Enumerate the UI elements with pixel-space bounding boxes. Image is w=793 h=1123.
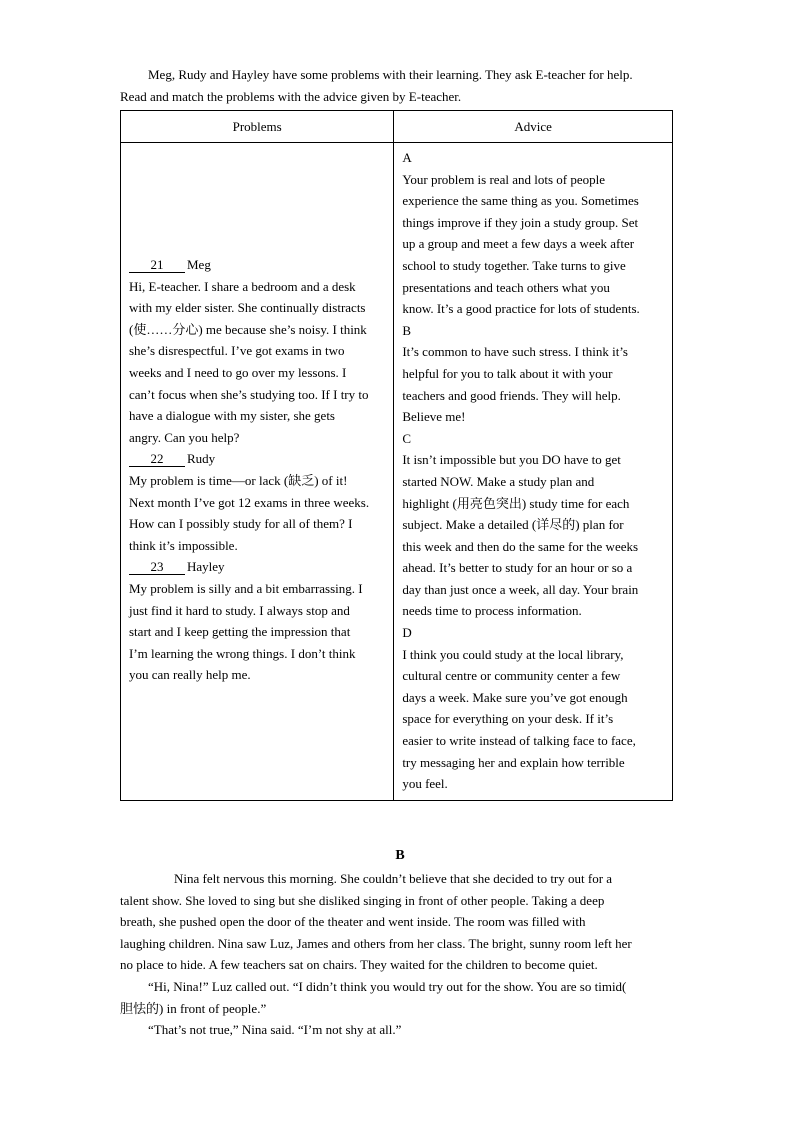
advice-text-line: this week and then do the same for the weeks <box>402 538 639 554</box>
passage-line: laughing children. Nina saw Luz, James and others from her class. The bright, sunny room left her <box>120 935 632 951</box>
problem-text-line: How can I possibly study for all of them? I <box>129 516 353 532</box>
advice-text-line: cultural centre or community center a few <box>402 668 621 684</box>
advice-letter: D <box>402 625 412 641</box>
section-b <box>120 846 680 1041</box>
advice-text-line: ahead. It’s better to study for an hour or so a <box>402 560 633 576</box>
advice-text-line: school to study together. Take turns to give <box>402 257 626 273</box>
advice-text-line: It isn’t impossible but you DO have to get <box>402 452 621 468</box>
problem-text-line: just find it hard to study. I always stop and <box>129 602 350 618</box>
advice-letter: B <box>402 322 411 338</box>
advice-text-line: you feel. <box>402 776 448 792</box>
advice-text-line: day than just once a week, all day. Your brain <box>402 581 639 597</box>
problem-heading <box>129 556 391 578</box>
problem-text-line: angry. Can you help? <box>129 429 240 445</box>
problem-text-line: (使……分心) me because she’s noisy. I think <box>129 321 367 337</box>
passage-paragraph <box>120 1019 680 1041</box>
advice-text-line: days a week. Make sure you’ve got enough <box>402 689 628 705</box>
problem-text-line: have a dialogue with my sister, she gets <box>129 408 335 424</box>
advice-text-line: know. It’s a good practice for lots of students. <box>402 301 640 317</box>
problem-heading <box>129 448 391 470</box>
advice-text-line: It’s common to have such stress. I think it’s <box>402 344 628 360</box>
passage-line: Nina felt nervous this morning. She couldn’t believe that she decided to try out for a <box>174 871 613 886</box>
advice-cell <box>394 143 673 801</box>
header-advice: Advice <box>394 111 673 143</box>
problem-text-line: with my elder sister. She continually distracts <box>129 300 366 316</box>
answer-blank: 21 <box>129 257 185 273</box>
instructions-line-2: Read and match the problems with the advice given by E-teacher. <box>120 88 462 104</box>
problem-text-line: can’t focus when she’s studying too. If I try to <box>129 386 369 402</box>
section-b-heading: B <box>395 848 405 863</box>
problem-text-line: My problem is silly and a bit embarrassing. I <box>129 580 363 596</box>
advice-text-line: teachers and good friends. They will help. <box>402 387 621 403</box>
passage-paragraph <box>120 868 680 976</box>
problem-text-line: My problem is time—or lack (缺乏) of it! <box>129 472 348 488</box>
problem-writer: Hayley <box>187 559 225 575</box>
advice-text-line: up a group and meet a few days a week after <box>402 236 635 252</box>
problem-text-line: weeks and I need to go over my lessons. I <box>129 364 347 380</box>
advice-text-line: subject. Make a detailed (详尽的) plan for <box>402 517 624 533</box>
header-problems: Problems <box>121 111 394 143</box>
advice-letter: C <box>402 430 411 446</box>
passage-line: no place to hide. A few teachers sat on chairs. They waited for the children to become quiet. <box>120 957 598 973</box>
problem-text-line: you can really help me. <box>129 667 251 683</box>
advice-text-line: I think you could study at the local library, <box>402 646 624 662</box>
problem-text-line: Next month I’ve got 12 exams in three weeks. <box>129 494 370 510</box>
advice-text-line: Your problem is real and lots of people <box>402 171 605 187</box>
passage-line: “Hi, Nina!” Luz called out. “I didn’t think you would try out for the show. You are so timid( <box>148 978 627 994</box>
problem-text-line: Hi, E-teacher. I share a bedroom and a desk <box>129 278 356 294</box>
table-header-row <box>121 111 673 143</box>
advice-text-line: Believe me! <box>402 409 466 425</box>
advice-text-line: things improve if they join a study group. Set <box>402 214 639 230</box>
instructions <box>120 64 680 107</box>
advice-text-line: try messaging her and explain how terrible <box>402 754 625 770</box>
advice-text-line: needs time to process information. <box>402 603 582 619</box>
instructions-line-1: Meg, Rudy and Hayley have some problems with their learning. They ask E-teacher for help. <box>148 67 633 82</box>
passage-line: 胆怯的) in front of people.” <box>120 1000 267 1016</box>
advice-text-line: highlight (用亮色突出) study time for each <box>402 495 630 511</box>
advice-text-line: presentations and teach others what you <box>402 279 610 295</box>
problem-writer: Rudy <box>187 451 216 467</box>
passage-line: breath, she pushed open the door of the theater and went inside. The room was filled with <box>120 914 586 930</box>
problem-heading <box>129 254 391 276</box>
table-body-row <box>121 143 673 801</box>
advice-text-line: helpful for you to talk about it with your <box>402 365 613 381</box>
passage-line: “That’s not true,” Nina said. “I’m not shy at all.” <box>148 1022 402 1038</box>
answer-blank: 23 <box>129 559 185 575</box>
advice-text-line: started NOW. Make a study plan and <box>402 473 595 489</box>
advice-list <box>394 143 672 795</box>
advice-text-line: space for everything on your desk. If it’s <box>402 711 614 727</box>
advice-text-line: experience the same thing as you. Sometimes <box>402 193 639 209</box>
answer-blank: 22 <box>129 451 185 467</box>
problem-text-line: start and I keep getting the impression that <box>129 624 351 640</box>
passage-paragraph <box>120 976 680 1019</box>
problems-cell <box>121 143 394 801</box>
problem-text-line: I’m learning the wrong things. I don’t think <box>129 645 356 661</box>
matching-table <box>120 110 673 801</box>
advice-letter: A <box>402 150 412 165</box>
section-b-passage <box>120 868 680 1041</box>
problem-text-line: think it’s impossible. <box>129 537 238 553</box>
passage-line: talent show. She loved to sing but she disliked singing in front of other people. Taking a deep <box>120 892 605 908</box>
advice-text-line: easier to write instead of talking face to face, <box>402 733 636 749</box>
problem-text-line: she’s disrespectful. I’ve got exams in two <box>129 343 345 359</box>
problem-writer: Meg <box>187 257 211 272</box>
problems-list <box>129 254 391 686</box>
